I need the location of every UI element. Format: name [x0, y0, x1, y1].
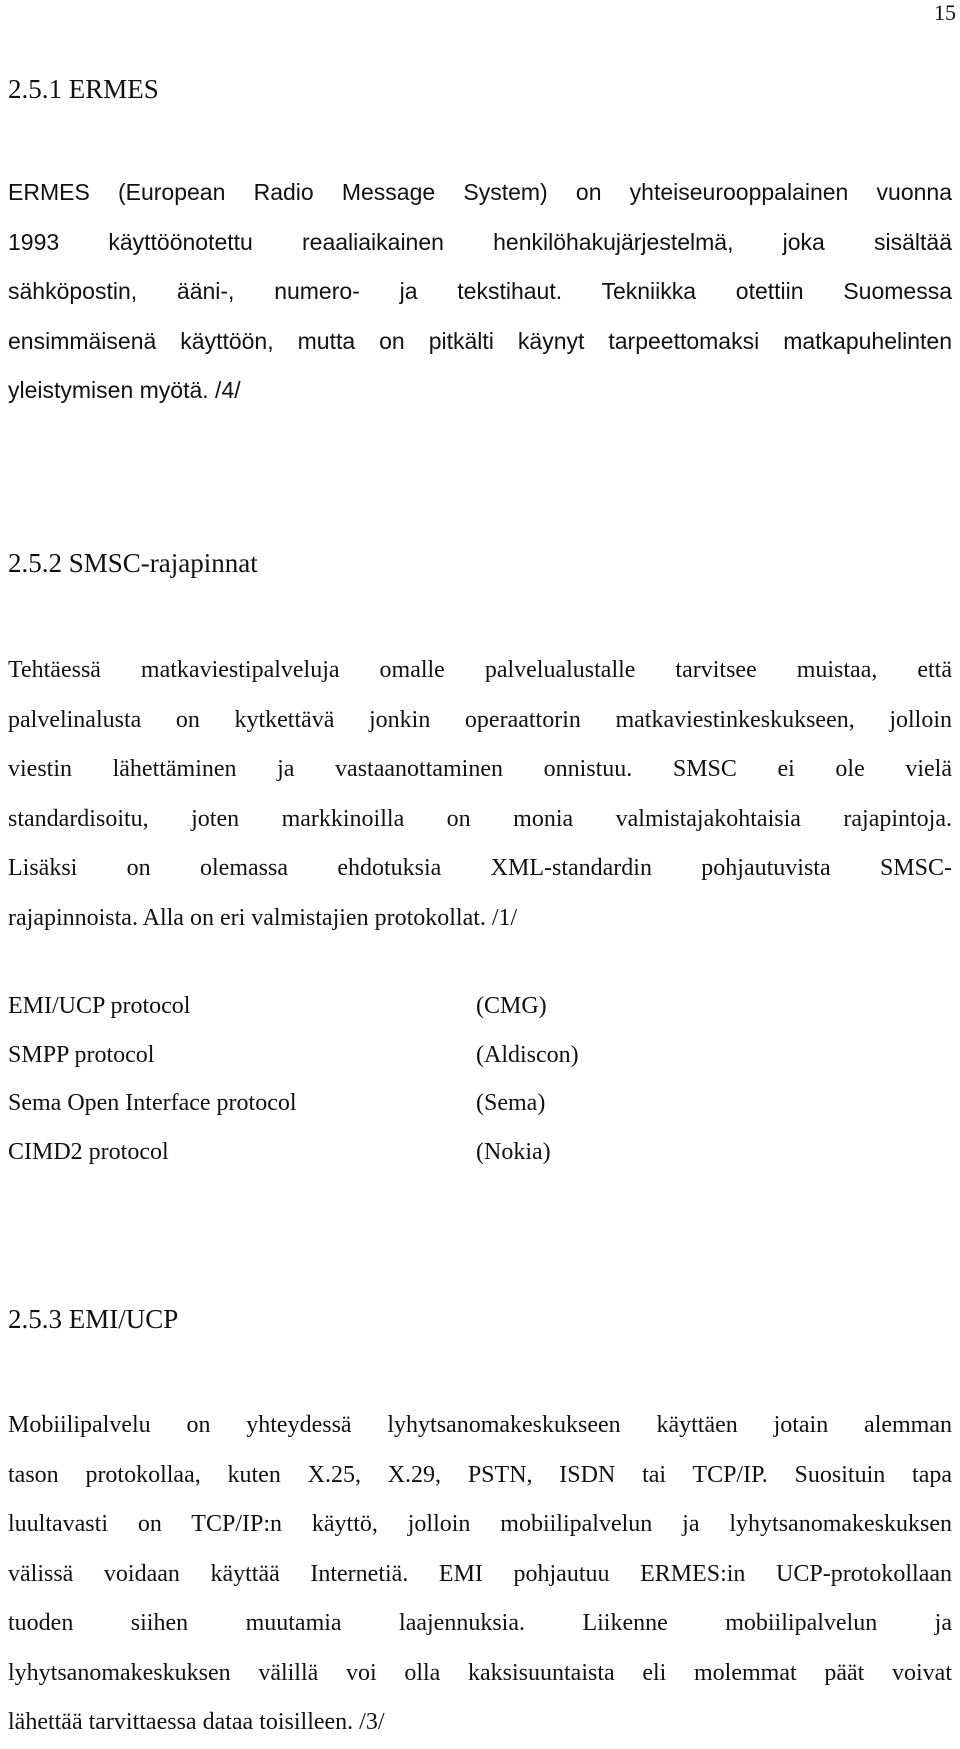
section-heading-emi-ucp: 2.5.3 EMI/UCP — [8, 1304, 179, 1334]
protocol-vendor: (CMG) — [476, 993, 547, 1019]
paragraph-line: tason protokollaa, kuten X.25, X.29, PSTN, ISDN tai TCP/IP. Suosituin tapa — [8, 1461, 952, 1488]
paragraph-line: palvelinalusta on kytkettävä jonkin operaattorin matkaviestinkeskukseen, jolloin — [8, 706, 952, 733]
paragraph-line: tuoden siihen muutamia laajennuksia. Liikenne mobiilipalvelun ja — [8, 1610, 952, 1636]
paragraph-smsc — [8, 646, 952, 943]
protocol-vendor: (Nokia) — [476, 1139, 551, 1166]
paragraph-line: välissä voidaan käyttää Internetiä. EMI pohjautuu ERMES:in UCP-protokollaan — [8, 1560, 952, 1587]
paragraph-line: standardisoitu, joten markkinoilla on monia valmistajakohtaisia rajapintoja. — [8, 805, 952, 832]
protocol-list — [8, 994, 708, 1189]
paragraph-emi-ucp — [8, 1401, 952, 1748]
protocol-vendor: (Sema) — [476, 1090, 546, 1117]
paragraph-line: 1993 käyttöönotettu reaaliaikainen henkilöhakujärjestelmä, joka sisältää — [8, 228, 952, 255]
paragraph-line: Lisäksi on olemassa ehdotuksia XML-standardin pohjautuvista SMSC- — [8, 855, 952, 881]
paragraph-line: Tehtäessä matkaviestipalveluja omalle palvelualustalle tarvitsee muistaa, että — [8, 657, 952, 683]
page-number: 15 — [934, 0, 956, 25]
protocol-row — [8, 1140, 708, 1189]
paragraph-line: ensimmäisenä käyttöön, mutta on pitkälti käynyt tarpeettomaksi matkapuhelinten — [8, 327, 952, 354]
paragraph-line: yleistymisen myötä. /4/ — [8, 377, 241, 403]
protocol-row — [8, 1043, 708, 1092]
section-heading-ermes: 2.5.1 ERMES — [8, 74, 159, 104]
section-heading-smsc: 2.5.2 SMSC-rajapinnat — [8, 548, 258, 578]
paragraph-line: rajapinnoista. Alla on eri valmistajien protokollat. /1/ — [8, 904, 518, 931]
paragraph-line: luultavasti on TCP/IP:n käyttö, jolloin mobiilipalvelun ja lyhytsanomakeskuksen — [8, 1511, 952, 1537]
paragraph-line: ERMES (European Radio Message System) on yhteiseurooppalainen vuonna — [8, 179, 952, 205]
protocol-name: CIMD2 protocol — [8, 1139, 169, 1166]
protocol-row — [8, 994, 708, 1043]
paragraph-line: sähköpostin, ääni-, numero- ja tekstihaut. Tekniikka otettiin Suomessa — [8, 278, 952, 304]
protocol-vendor: (Aldiscon) — [476, 1041, 579, 1068]
paragraph-line: viestin lähettäminen ja vastaanottaminen onnistuu. SMSC ei ole vielä — [8, 756, 952, 782]
paragraph-line: Mobiilipalvelu on yhteydessä lyhytsanomakeskukseen käyttäen jotain alemman — [8, 1412, 952, 1438]
paragraph-line: lähettää tarvittaessa dataa toisilleen. /3/ — [8, 1709, 385, 1735]
protocol-name: Sema Open Interface protocol — [8, 1090, 297, 1117]
protocol-row — [8, 1091, 708, 1140]
protocol-name: SMPP protocol — [8, 1041, 155, 1068]
paragraph-line: lyhytsanomakeskuksen välillä voi olla kaksisuuntaista eli molemmat päät voivat — [8, 1659, 952, 1686]
protocol-name: EMI/UCP protocol — [8, 993, 191, 1019]
paragraph-ermes — [8, 168, 952, 416]
